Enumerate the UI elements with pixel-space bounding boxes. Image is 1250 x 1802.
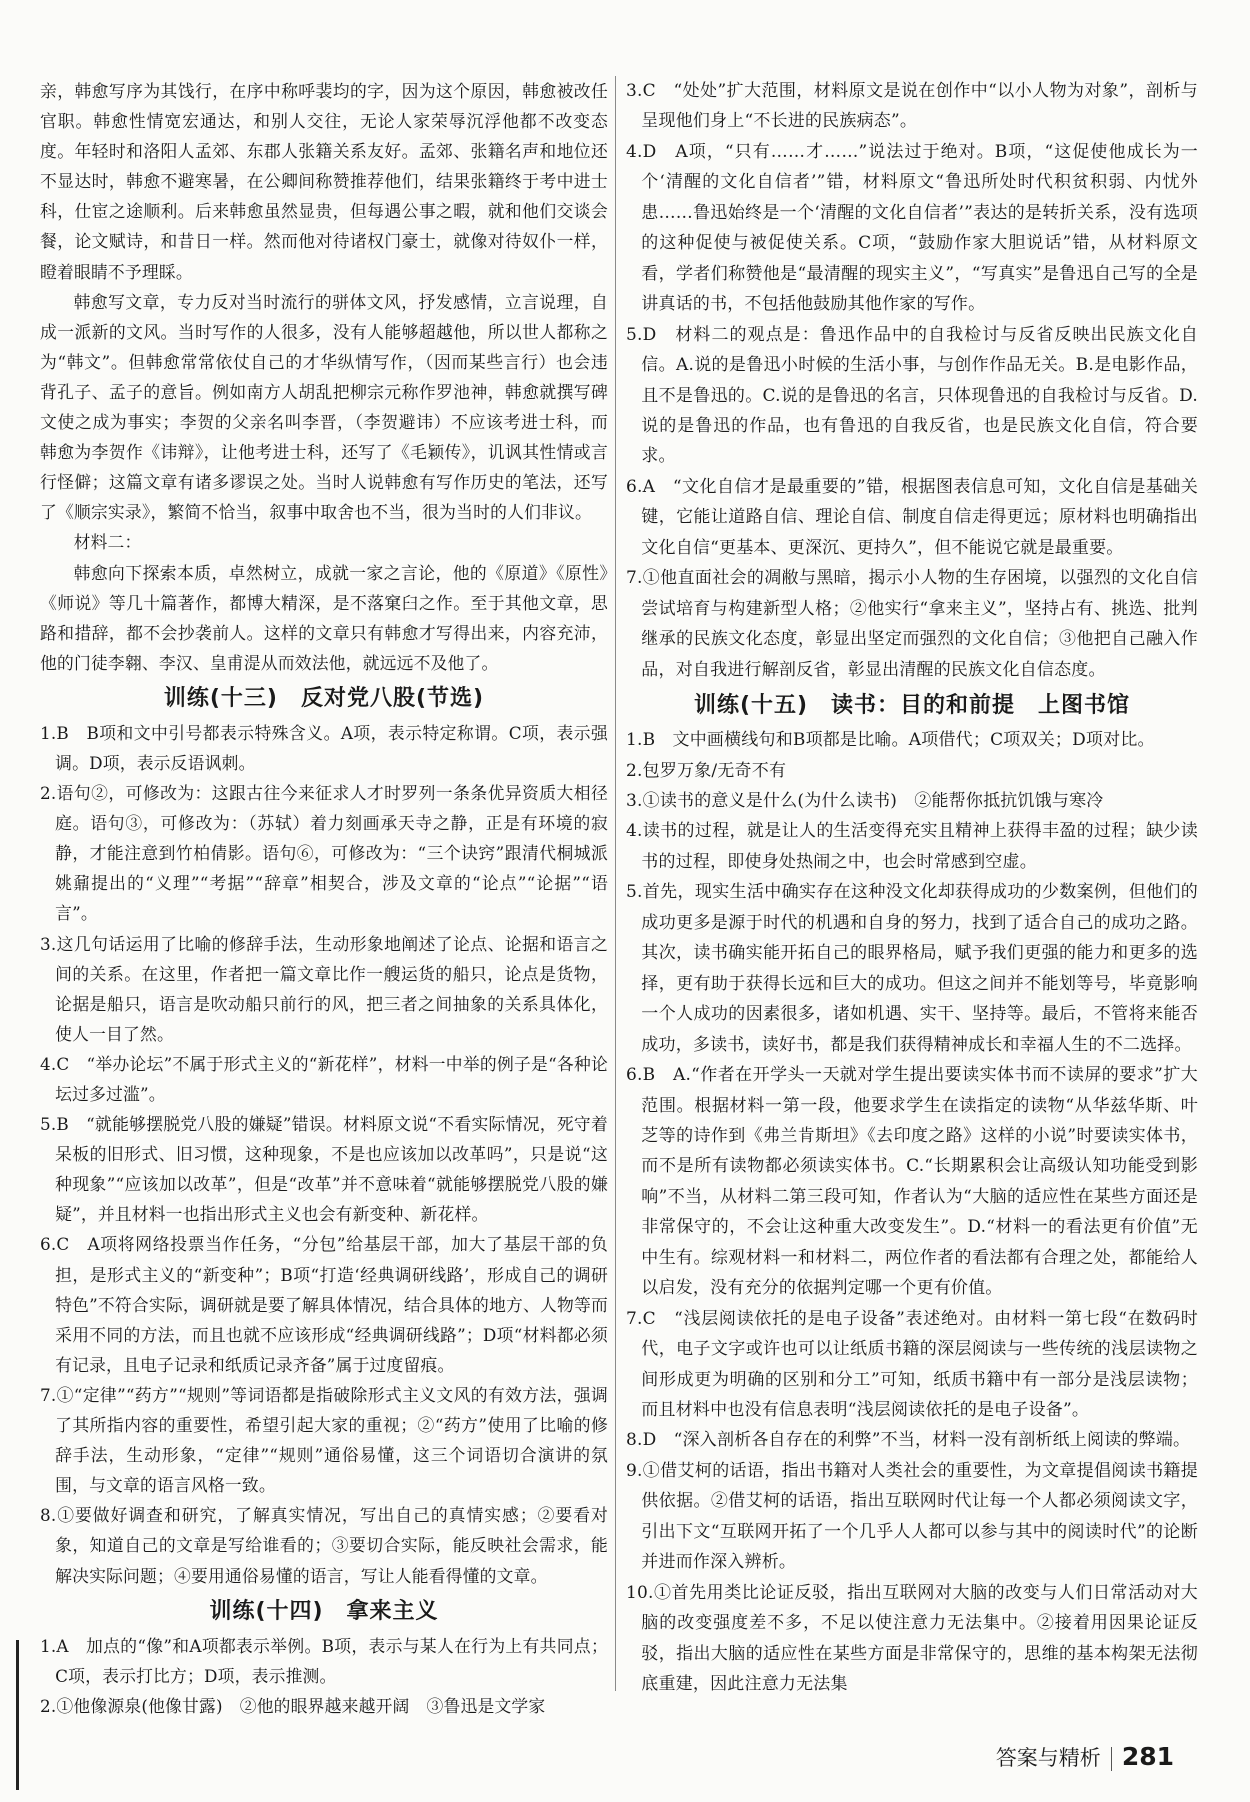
answer-item: 6.A “文化自信才是最重要的”错，根据图表信息可知，文化自信是基础关键，它能让道路自信、理论自信、制度自信走得更远；原材料也明确指出文化自信“更基本、更深沉、更持久”，但不能说它就是最重要。: [626, 476, 1198, 558]
page-number: 281: [1121, 1742, 1174, 1771]
answer-item: 4.读书的过程，就是让人的生活变得充实且精神上获得丰盈的过程；缺少读书的过程，即使身处热闹之中，也会时常感到空虚。: [626, 821, 1198, 872]
answer-item: 8.D “深入剖析各自存在的利弊”不当，材料一没有剖析纸上阅读的弊端。: [626, 1430, 1191, 1451]
answer-item: 8.①要做好调查和研究，了解真实情况，写出自己的真情实感；②要看对象，知道自己的文章是写给谁看的；③要切合实际，能反映社会需求，能解决实际问题；④要用通俗易懂的语言，写让人能看得懂的文章。: [40, 1505, 608, 1586]
section-heading-15: 训练(十五) 读书：目的和前提 上图书馆: [693, 693, 1131, 719]
answer-item: 5.首先，现实生活中确实存在这种没文化却获得成功的少数案例，但他们的成功更多是源于时代的机遇和自身的努力，找到了适合自己的成功之路。其次，读书确实能开拓自己的眼界格局，赋予我们更强的能力和更多的选择，更有助于获得长远和巨大的成功。但这之间并不能划等号，毕竟影响一个人成功的因素很多，诸如机遇、实干、坚持等。最后，不管将来能否成功，多读书，读好书，都是我们获得精神成长和幸福人生的不二选择。: [626, 882, 1198, 1055]
material-one-tail: 亲，韩愈写序为其饯行，在序中称呼裴均的字，因为这个原因，韩愈被改任官职。韩愈性情宽宏通达，和别人交往，无论人家荣辱沉浮他都不改变态度。年轻时和洛阳人孟郊、东郡人张籍关系友好。孟郊、张籍名声和地位还不显达时，韩愈不避寒暑，在公卿间称赞推荐他们，结果张籍终于考中进士科，仕宦之途顺利。后来韩愈虽然显贵，但每遇公事之暇，就和他们交谈会餐，论文赋诗，和昔日一样。然而他对待诸权门豪士，就像对待奴仆一样，瞪着眼睛不予理睬。: [40, 81, 608, 282]
answer-item: 7.C “浅层阅读依托的是电子设备”表述绝对。由材料一第七段“在数码时代，电子文字或许也可以让纸质书籍的深层阅读与一些传统的浅层读物之间形成更为明确的区别和分工”可知，纸质书籍中有一部分是浅层读物；而且材料中也没有信息表明“浅层阅读依托的是电子设备”。: [626, 1308, 1198, 1421]
answer-item: 1.B B项和文中引号都表示特殊含义。A项，表示特定称谓。C项，表示强调。D项，表示反语讽刺。: [40, 722, 608, 773]
material-one-paragraph: 韩愈写文章，专力反对当时流行的骈体文风，抒发感情，立言说理，自成一派新的文风。当时写作的人很多，没有人能够超越他，所以世人都称之为“韩文”。但韩愈常常依仗自己的才华纵情写作，（因而某些言行）也会违背孔子、孟子的意旨。例如南方人胡乱把柳宗元称作罗池神，韩愈就撰写碑文使之成为事实；李贺的父亲名叫李晋，（李贺避讳）不应该考进士科，而韩愈为李贺作《讳辩》，让他考进士科，还写了《毛颖传》，讥讽其性情或言行怪僻；这篇文章有诸多谬误之处。当时人说韩愈有写作历史的笔法，还写了《顺宗实录》，繁简不恰当，叙事中取舍也不当，很为当时的人们非议。: [40, 291, 608, 523]
answer-item: 4.D A项，“只有……才……”说法过于绝对。B项，“这促使他成长为一个‘清醒的文化自信者’”错，材料原文“鲁迅所处时代积贫积弱、内忧外患……鲁迅始终是一个‘清醒的文化自信者’”表达的是转折关系，没有选项的这种促使与被促使关系。C项，“鼓励作家大胆说话”错，从材料原文看，学者们称赞他是“最清醒的现实主义”，“写真实”是鲁迅自己写的全是讲真话的书，不包括他鼓励其他作家的写作。: [626, 141, 1198, 315]
answer-item: 7.①“定律”“药方”“规则”等词语都是指破除形式主义文风的有效方法，强调了其所指内容的重要性，希望引起大家的重视；②“药方”使用了比喻的修辞手法，生动形象，“定律”“规则”通俗易懂，这三个词语切合演讲的氛围，与文章的语言风格一致。: [40, 1384, 608, 1496]
answer-item: 9.①借艾柯的话语，指出书籍对人类社会的重要性，为文章提倡阅读书籍提供依据。②借艾柯的话语，指出互联网时代让每一个人都必须阅读文字，引出下文“互联网开拓了一个几乎人人都可以参与其中的阅读时代”的论断并进而作深入辨析。: [626, 1460, 1198, 1573]
material-two-paragraph: 韩愈向下探索本质，卓然树立，成就一家之言论，他的《原道》《原性》《师说》等几十篇著作，都博大精深，是不落窠臼之作。至于其他文章，思路和措辞，都不会抄袭前人。这样的文章只有韩愈才写得出来，内容充沛，他的门徒李翱、李汉、皇甫湜从而效法他，就远远不及他了。: [40, 562, 608, 673]
answer-item: 2.①他像源泉(他像甘露) ②他的眼界越来越开阔 ③鲁迅是文学家: [40, 1695, 546, 1716]
answer-item: 6.B A.“作者在开学头一天就对学生提出要读实体书而不读屏的要求”扩大范围。根据材料一第一段，他要求学生在读指定的读物“从华兹华斯、叶芝等的诗作到《弗兰肯斯坦》《去印度之路》这样的小说”时要读实体书，而不是所有读物都必须读实体书。C.“长期累积会让高级认知功能受到影响”不当，从材料二第三段可知，作者认为“大脑的适应性在某些方面还是非常保守的，不会让这种重大改变发生”。D.“材料一的看法更有价值”无中生有。综观材料一和材料二，两位作者的看法都有合理之处，都能给人以启发，没有充分的依据判定哪一个更有价值。: [626, 1065, 1198, 1299]
section-heading-14: 训练(十四) 拿来主义: [209, 1598, 439, 1624]
footer-separator: [1111, 1747, 1112, 1771]
binding-edge-mark: [16, 1640, 19, 1790]
answer-item: 7.①他直面社会的凋敝与黑暗，揭示小人物的生存困境，以强烈的文化自信尝试培育与构建新型人格；②他实行“拿来主义”，坚持占有、挑选、批判继承的民族文化态度，彰显出坚定而强烈的文化自信；③他把自己融入作品，对自我进行解剖反省，彰显出清醒的民族文化自信态度。: [626, 568, 1198, 680]
answer-item: 6.C A项将网络投票当作任务，“分包”给基层干部，加大了基层干部的负担，是形式主义的“新变种”；B项“打造‘经典调研线路’，形成自己的调研特色”不符合实际，调研就是要了解具体情况，结合具体的地方、人物等而采用不同的方法，而且也就不应该形成“经典调研线路”；D项“材料都必须有记录，且电子记录和纸质记录齐备”属于过度留痕。: [40, 1234, 608, 1375]
answer-item: 10.①首先用类比论证反驳，指出互联网对大脑的改变与人们日常活动对大脑的改变强度差不多，不足以使注意力无法集中。②接着用因果论证反驳，指出大脑的适应性在某些方面是非常保守的，思维的基本构架无法彻底重建，因此注意力无法集: [626, 1582, 1198, 1695]
answer-item: 3.①读书的意义是什么(为什么读书) ②能帮你抵抗饥饿与寒冷: [626, 790, 1104, 811]
answer-item: 2.包罗万象/无奇不有: [626, 760, 787, 781]
answer-item: 5.B “就能够摆脱党八股的嫌疑”错误。材料原文说“不看实际情况，死守着呆板的旧形式、旧习惯，这种现象，不是也应该加以改革吗”，只是说“这种现象”“应该加以改革”，但是“改革”并不意味着“就能够摆脱党八股的嫌疑”，并且材料一也指出形式主义也会有新变种、新花样。: [40, 1114, 608, 1225]
page-footer: [996, 1740, 1174, 1775]
column-divider: [615, 76, 616, 1691]
answer-item: 5.D 材料二的观点是：鲁迅作品中的自我检讨与反省反映出民族文化自信。A.说的是鲁迅小时候的生活小事，与创作作品无关。B.是电影作品，且不是鲁迅的。C.说的是鲁迅的名言，只体现鲁迅的自我检讨与反省。D.说的是鲁迅的作品，也有鲁迅的自我反省，也是民族文化自信，符合要求。: [626, 324, 1198, 467]
answer-item: 4.C “举办论坛”不属于形式主义的“新花样”，材料一中举的例子是“各种论坛过多过滥”。: [40, 1053, 608, 1104]
right-column: [626, 76, 1198, 1700]
answer-item: 3.C “处处”扩大范围，材料原文是说在创作中“以小人物为对象”，剖析与呈现他们身上“不长进的民族病态”。: [626, 81, 1198, 132]
left-column: [40, 76, 608, 1721]
answer-item: 1.A 加点的“像”和A项都表示举例。B项，表示与某人在行为上有共同点；C项，表示打比方；D项，表示推测。: [40, 1635, 608, 1686]
answer-item: 2.语句②，可修改为：这跟古往今来征求人才时罗列一条条优异资质大相径庭。语句③，可修改为：（苏轼）着力刻画承天寺之静，正是有环境的寂静，才能注意到竹柏倩影。语句⑥，可修改为：“三个诀窍”跟清代桐城派姚鼐提出的“义理”“考据”“辞章”相契合，涉及文章的“论点”“论据”“语言”。: [40, 783, 608, 924]
answer-item: 1.B 文中画横线句和B项都是比喻。A项借代；C项双关；D项对比。: [626, 730, 1155, 751]
footer-label: 答案与精析: [995, 1746, 1101, 1770]
section-heading-13: 训练(十三) 反对党八股(节选): [163, 685, 485, 711]
answer-item: 3.这几句话运用了比喻的修辞手法，生动形象地阐述了论点、论据和语言之间的关系。在这里，作者把一篇文章比作一艘运货的船只，论点是货物，论据是船只，语言是吹动船只前行的风，把三者之间抽象的关系具体化，使人一目了然。: [40, 933, 608, 1044]
material-two-label: 材料二：: [73, 532, 142, 553]
